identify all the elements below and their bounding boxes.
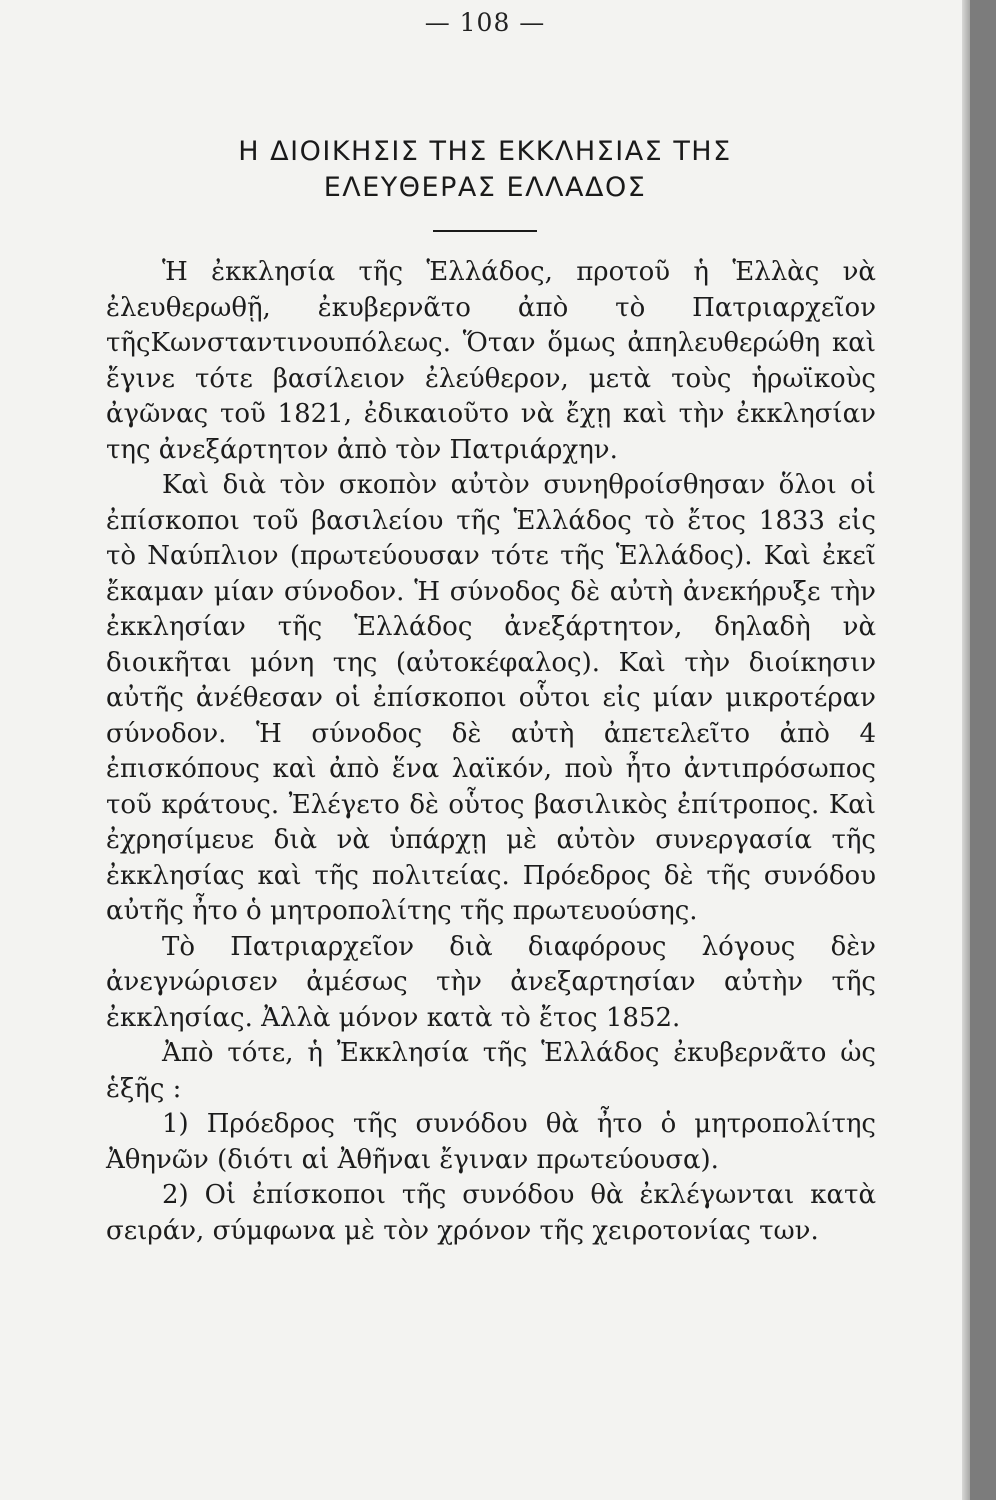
title-divider — [433, 230, 537, 232]
paragraph-2: Καὶ διὰ τὸν σκοπὸν αὐτὸν συνηθροίσθησαν ὅλοι οἱ ἐπίσκοποι τοῦ βασιλείου τῆς Ἑλλάδος τὸ ἔτος 1833 εἰς τὸ Ναύπλιον (πρωτεύουσαν τότε τῆς Ἑλλάδος). Καὶ ἐκεῖ ἔκαμαν μίαν σύνοδον. Ἡ σύνοδος δὲ αὐτὴ ἀνεκήρυξε τὴν ἐκκλησίαν τῆς Ἑλλάδος ἀνεξάρτητον, δηλαδὴ νὰ διοικῆται μόνη της (αὐτοκέφαλος). Καὶ τὴν διοίκησιν αὐτῆς ἀνέθεσαν οἱ ἐπίσκοποι οὗτοι εἰς μίαν μικροτέραν σύνοδον. Ἡ σύνοδος δὲ αὐτὴ ἀπετελεῖτο ἀπὸ 4 ἐπισκόπους καὶ ἀπὸ ἕνα λαϊκόν, ποὺ ἦτο ἀντιπρόσωπος τοῦ κράτους. Ἐλέγετο δὲ οὗτος βασιλικὸς ἐπίτροπος. Καὶ ἐχρησίμευε διὰ νὰ ὑπάρχῃ μὲ αὐτὸν συνεργασία τῆς ἐκκλησίας καὶ τῆς πολιτείας. Πρόεδρος δὲ τῆς συνόδου αὐτῆς ἦτο ὁ μητροπολίτης τῆς πρωτευούσης. — [106, 470, 876, 926]
list-item-1: 1) Πρόεδρος τῆς συνόδου θὰ ἦτο ὁ μητροπολίτης Ἀθηνῶν (διότι αἱ Ἀθῆναι ἔγιναν πρωτεύουσα). — [106, 1109, 876, 1175]
chapter-title — [0, 134, 970, 206]
body-text — [106, 255, 876, 1249]
page-number: — 108 — — [424, 8, 546, 37]
chapter-title-line-1: Η ΔΙΟΙΚΗΣΙΣ ΤΗΣ ΕΚΚΛΗΣΙΑΣ ΤΗΣ — [238, 136, 732, 167]
page-edge-shadow — [962, 0, 970, 1500]
list-item-2: 2) Οἱ ἐπίσκοποι τῆς συνόδου θὰ ἐκλέγωνται κατὰ σειράν, σύμφωνα μὲ τὸν χρόνον τῆς χειροτονίας των. — [106, 1180, 876, 1246]
paragraph-4: Ἀπὸ τότε, ἡ Ἐκκλησία τῆς Ἑλλάδος ἐκυβερνᾶτο ὡς ἑξῆς : — [106, 1038, 876, 1104]
paragraph-3: Τὸ Πατριαρχεῖον διὰ διαφόρους λόγους δὲν ἀνεγνώρισεν ἀμέσως τὴν ἀνεξαρτησίαν αὐτὴν τῆς ἐκκλησίας. Ἀλλὰ μόνον κατὰ τὸ ἔτος 1852. — [106, 931, 876, 1033]
paragraph-1: Ἡ ἐκκλησία τῆς Ἑλλάδος, προτοῦ ἡ Ἑλλὰς νὰ ἐλευθερωθῇ, ἐκυβερνᾶτο ἀπὸ τὸ Πατριαρχεῖον τῆςΚωνσταντινουπόλεως. Ὅταν ὅμως ἀπηλευθερώθη καὶ ἔγινε τότε βασίλειον ἐλεύθερον, μετὰ τοὺς ἡρωϊκοὺς ἀγῶνας τοῦ 1821, ἐδικαιοῦτο νὰ ἔχῃ καὶ τὴν ἐκκλησίαν της ἀνεξάρτητον ἀπὸ τὸν Πατριάρχην. — [106, 257, 876, 465]
chapter-title-line-2: ΕΛΕΥΘΕΡΑΣ ΕΛΛΑΔΟΣ — [323, 172, 647, 203]
